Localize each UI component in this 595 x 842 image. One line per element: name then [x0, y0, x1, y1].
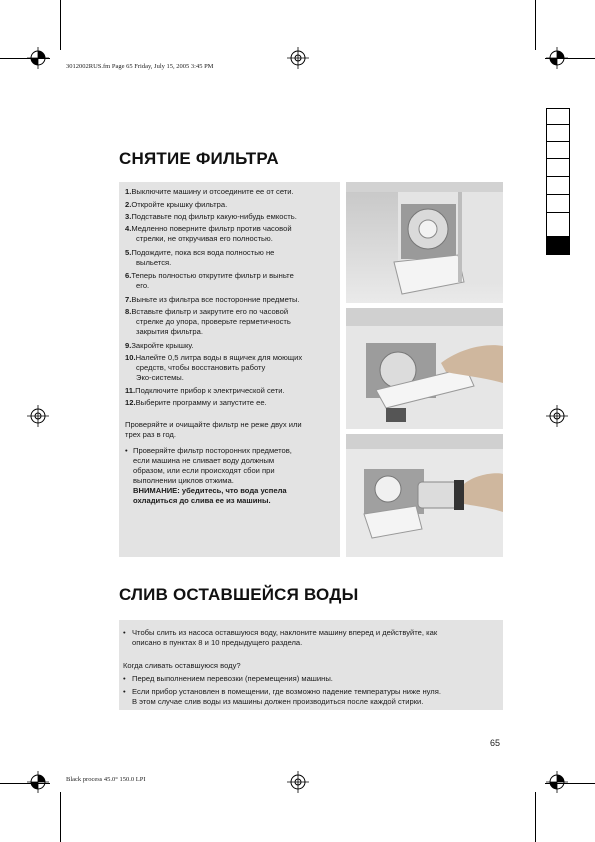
step-number: 4.	[125, 224, 132, 233]
step-text-continued: Эко-системы.	[136, 373, 184, 382]
step-item	[125, 224, 337, 244]
registration-mark-icon	[546, 47, 568, 69]
registration-mark-icon	[546, 405, 568, 427]
step-number: 10.	[125, 353, 136, 362]
step-text: 8.Вставьте фильтр и закрутите его по часовой	[125, 307, 289, 316]
crop-mark	[60, 0, 61, 50]
registration-mark-icon	[27, 47, 49, 69]
step-text-continued: стрелки, не откручивая его полностью.	[136, 234, 273, 243]
side-tab-divider	[546, 212, 570, 213]
step-number: 1.	[125, 187, 132, 196]
text-line: описано в пунктах 8 и 10 предыдущего раздела.	[132, 638, 303, 647]
registration-mark-icon	[287, 771, 309, 793]
bullet-line: образом, или если происходят сбои при	[133, 466, 275, 475]
drain-bullet-2	[123, 674, 501, 684]
step-text: 5.Подождите, пока вся вода полностью не	[125, 248, 275, 257]
crop-mark	[535, 0, 536, 50]
bullet-line: Проверяйте фильтр посторонних предметов,	[133, 446, 292, 455]
step-item	[125, 341, 337, 351]
bullet-icon: •	[123, 674, 126, 683]
drain-bullet-3	[123, 687, 501, 707]
step-text: 2.Откройте крышку фильтра.	[125, 200, 228, 209]
drain-bullet-1	[123, 628, 501, 648]
side-tab-divider	[546, 124, 570, 125]
side-tab-divider	[546, 194, 570, 195]
step-number: 5.	[125, 248, 132, 257]
crop-mark	[535, 792, 536, 842]
drain-question: Когда сливать оставшуюся воду?	[123, 661, 241, 670]
registration-mark-icon	[27, 771, 49, 793]
side-tab-divider	[546, 158, 570, 159]
crop-mark	[60, 792, 61, 842]
step-text-continued: выльется.	[136, 258, 172, 267]
photo-remove-filter	[346, 434, 503, 557]
bullet-line: если машина не сливает воду должным	[133, 456, 275, 465]
step-text-continued: его.	[136, 281, 150, 290]
print-footer: Black process 45.0° 150.0 LPI	[66, 776, 146, 783]
step-text: 10.Налейте 0,5 литра воды в ящичек для моющих	[125, 353, 303, 362]
step-item	[125, 200, 337, 210]
warning-line: ВНИМАНИЕ: убедитесь, что вода успела	[133, 486, 287, 495]
section-title-drain: СЛИВ ОСТАВШЕЙСЯ ВОДЫ	[119, 585, 359, 604]
bullet-icon: •	[123, 628, 126, 637]
section-title-filter: СНЯТИЕ ФИЛЬТРА	[119, 149, 279, 168]
step-number: 6.	[125, 271, 132, 280]
registration-mark-icon	[546, 771, 568, 793]
bullet-icon: •	[125, 446, 128, 455]
side-tab-divider	[546, 141, 570, 142]
step-text: 4.Медленно поверните фильтр против часовой	[125, 224, 292, 233]
step-item	[125, 187, 337, 197]
text-line: Перед выполнением перевозки (перемещения) машины.	[132, 674, 333, 683]
photo-open-filter-cover	[346, 182, 503, 303]
side-tab-frame	[546, 108, 570, 255]
step-number: 7.	[125, 295, 132, 304]
step-item	[125, 295, 337, 305]
side-tab-divider	[546, 176, 570, 177]
step-number: 11.	[125, 386, 136, 395]
step-number: 12.	[125, 398, 136, 407]
bullet-line: выполнении циклов отжима.	[133, 476, 234, 485]
print-header: 3012002RUS.fm Page 65 Friday, July 15, 2005 3:45 PM	[66, 63, 214, 70]
step-number: 3.	[125, 212, 132, 221]
photo-container-under-filter	[346, 308, 503, 429]
check-bullet	[125, 446, 337, 506]
step-number: 2.	[125, 200, 132, 209]
side-tab-divider	[546, 108, 570, 109]
check-text	[125, 420, 337, 440]
text-line: В этом случае слив воды из машины должен производиться после каждой стирки.	[132, 697, 424, 706]
text-line: Если прибор установлен в помещении, где возможно падение температуры ниже нуля.	[132, 687, 441, 696]
step-text-continued: закрытия фильтра.	[136, 327, 203, 336]
bullet-icon: •	[123, 687, 126, 696]
step-text-continued: стрелке до упора, проверьте герметичность	[136, 317, 291, 326]
step-item	[125, 271, 337, 291]
step-number: 8.	[125, 307, 132, 316]
warning-line: охладиться до слива ее из машины.	[133, 496, 271, 505]
step-text: 9.Закройте крышку.	[125, 341, 194, 350]
step-item	[125, 248, 337, 268]
page-number: 65	[490, 738, 501, 748]
registration-mark-icon	[27, 405, 49, 427]
step-text: 7.Выньте из фильтра все посторонние предметы.	[125, 295, 300, 304]
step-item	[125, 212, 337, 222]
check-text-line: трех раз в год.	[125, 430, 176, 439]
step-text: 11.Подключите прибор к электрической сети.	[125, 386, 285, 395]
step-text: 1.Выключите машину и отсоедините ее от сети.	[125, 187, 294, 196]
step-text: 12.Выберите программу и запустите ее.	[125, 398, 267, 407]
step-number: 9.	[125, 341, 132, 350]
text-line: Чтобы слить из насоса оставшуюся воду, наклоните машину вперед и действуйте, как	[132, 628, 438, 637]
registration-mark-icon	[287, 47, 309, 69]
step-item	[125, 307, 337, 337]
step-item	[125, 386, 337, 396]
step-text: 3.Подставьте под фильтр какую-нибудь емкость.	[125, 212, 297, 221]
step-item	[125, 353, 337, 383]
step-text-continued: средств, чтобы восстановить работу	[136, 363, 266, 372]
check-text-line: Проверяйте и очищайте фильтр не реже двух или	[125, 420, 302, 429]
side-tab-active	[546, 236, 570, 255]
step-text: 6.Теперь полностью открутите фильтр и выньте	[125, 271, 294, 280]
step-item	[125, 398, 337, 408]
